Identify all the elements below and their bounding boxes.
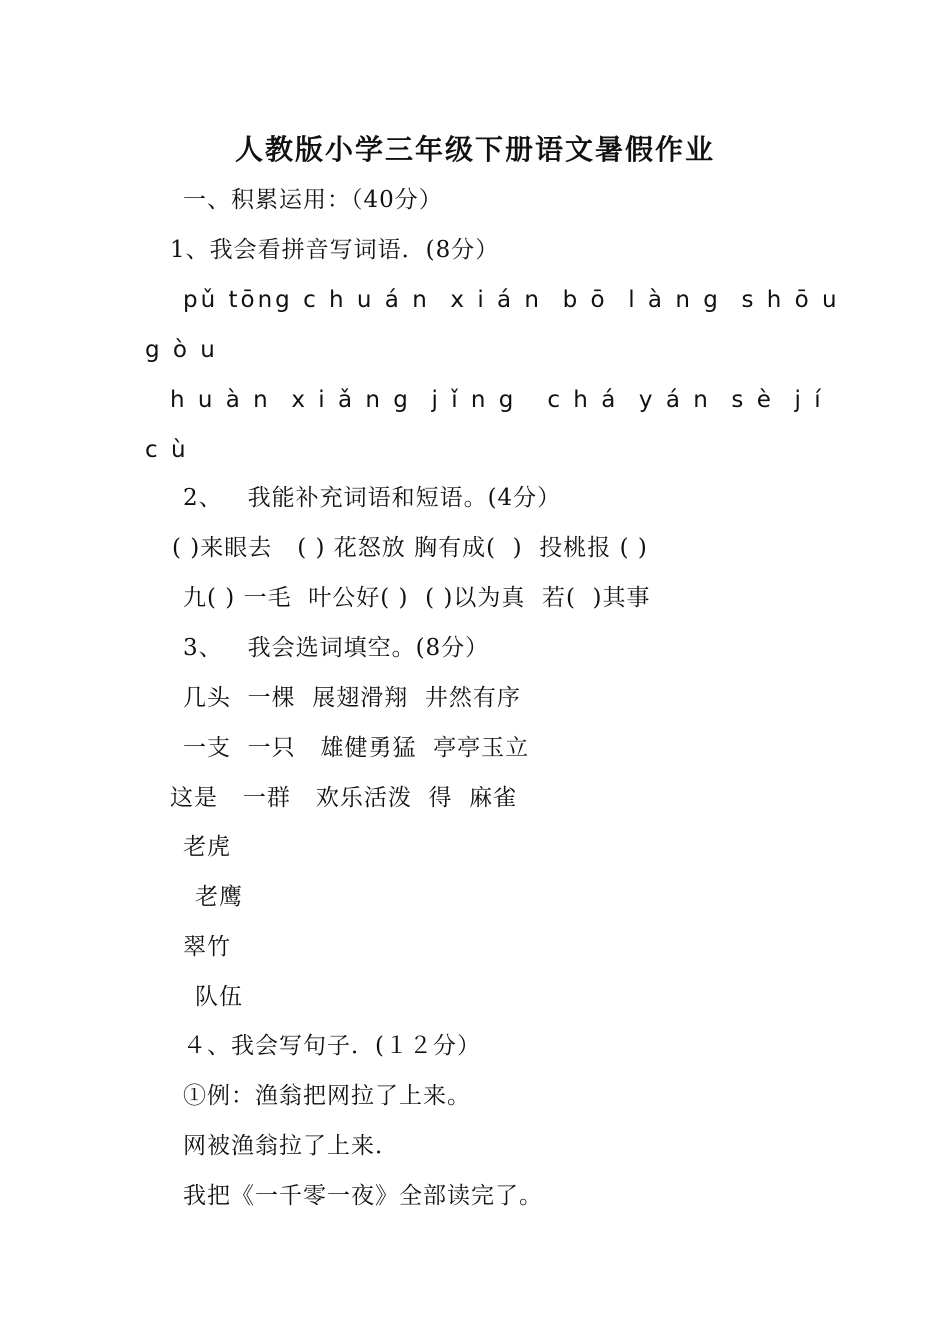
- pinyin-line-2: h u à n x i ǎ n g j ǐ n g c h á y á n s è j í: [170, 387, 824, 413]
- pinyin-line-1: pǔ tōng c h u á n x i á n b ō l à n g s h ō u: [183, 287, 840, 313]
- noun-troop: 队伍: [195, 984, 243, 1010]
- noun-eagle: 老鹰: [195, 884, 243, 910]
- idiom-fill-line-2: 九( ) 一毛 叶公好( ) ( )以为真 若( )其事: [183, 585, 651, 611]
- section-heading: 一、积累运用：（40分）: [183, 187, 443, 213]
- word-bank-line-3: 这是 一群 欢乐活泼 得 麻雀: [170, 785, 518, 811]
- word-bank-line-1: 几头 一棵 展翅滑翔 井然有序: [183, 685, 521, 711]
- pinyin-line-2-cont: c ù: [145, 437, 189, 463]
- noun-bamboo: 翠竹: [183, 934, 231, 960]
- exercise-sentence: 我把《一千零一夜》全部读完了。: [183, 1183, 543, 1209]
- noun-tiger: 老虎: [183, 834, 231, 860]
- example-sentence: ①例：渔翁把网拉了上来。: [183, 1083, 471, 1109]
- example-answer: 网被渔翁拉了上来．: [183, 1133, 399, 1159]
- word-bank-line-2: 一支 一只 雄健勇猛 亭亭玉立: [183, 735, 530, 761]
- idiom-fill-line-1: ( )来眼去 ( ) 花怒放 胸有成( ) 投桃报 ( ): [172, 535, 648, 561]
- question-3-heading: 3、 我会选词填空。(8分）: [183, 635, 490, 661]
- question-2-heading: 2、 我能补充词语和短语。(4分）: [183, 485, 562, 511]
- pinyin-line-1-cont: g ò u: [145, 337, 218, 363]
- question-4-heading: ４、我会写句子．(１２分）: [183, 1033, 481, 1059]
- question-1-heading: 1、我会看拼音写词语．(8分）: [170, 237, 500, 263]
- document-title: 人教版小学三年级下册语文暑假作业: [234, 133, 715, 166]
